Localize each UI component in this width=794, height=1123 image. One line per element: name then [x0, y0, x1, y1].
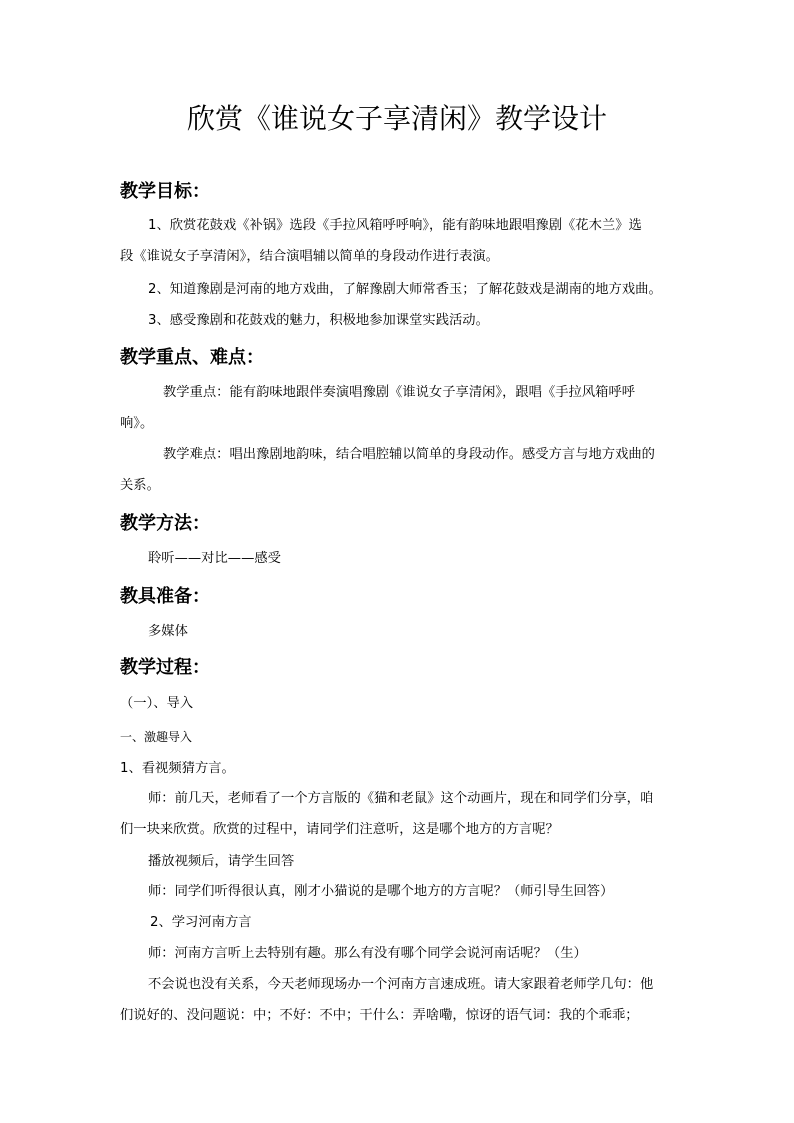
heading-methods: 教学方法： [120, 513, 210, 534]
objectives-line: 3、感受豫剧和花鼓戏的魅力，积极地参加课堂实践活动。 [148, 313, 489, 328]
document-title: 欣赏《谁说女子享清闲》教学设计 [186, 102, 607, 135]
process-line: （一）、导入 [120, 696, 194, 711]
process-line: 们说好的、没问题说：中；不好：不中；干什么：弄啥嘞，惊讶的语气词：我的个乖乖； [120, 1008, 639, 1023]
process-line: 一、激趣导入 [120, 730, 193, 744]
tools-line: 多媒体 [148, 624, 188, 639]
heading-process: 教学过程： [120, 657, 210, 678]
process-line: 师：同学们听得很认真，刚才小猫说的是哪个地方的方言呢？（师引导生回答） [148, 884, 614, 899]
process-line: 们一块来欣赏。欣赏的过程中，请同学们注意听，这是哪个地方的方言呢？ [120, 822, 559, 837]
key-points-line: 关系。 [120, 478, 160, 493]
process-line: 不会说也没有关系，今天老师现场办一个河南方言速成班。请大家跟着老师学几句：他 [148, 977, 654, 992]
process-line: 1、看视频猜方言。 [120, 761, 235, 776]
key-points-line: 响》。 [120, 416, 154, 431]
key-points-line: 教学重点：能有韵味地跟伴奏演唱豫剧《谁说女子享清闲》，跟唱《手拉风箱呼呼 [163, 385, 636, 400]
process-line: 2、学习河南方言 [150, 915, 252, 930]
heading-key-points: 教学重点、难点： [120, 347, 264, 368]
heading-tools: 教具准备： [120, 586, 210, 607]
objectives-line: 1、欣赏花鼓戏《补锅》选段《手拉风箱呼呼响》，能有韵味地跟唱豫剧《花木兰》选 [148, 218, 642, 233]
process-line: 师：前几天，老师看了一个方言版的《猫和老鼠》这个动画片，现在和同学们分享，咱 [148, 791, 654, 806]
heading-objectives: 教学目标： [120, 181, 210, 202]
methods-line: 聆听——对比——感受 [148, 551, 281, 566]
objectives-line: 段《谁说女子享清闲》，结合演唱辅以简单的身段动作进行表演。 [120, 249, 499, 264]
process-line: 师：河南方言听上去特别有趣。那么有没有哪个同学会说河南话呢？（生） [148, 946, 587, 961]
process-line: 播放视频后，请学生回答 [148, 854, 295, 869]
objectives-line: 2、知道豫剧是河南的地方戏曲，了解豫剧大师常香玉；了解花鼓戏是湖南的地方戏曲。 [148, 282, 662, 297]
key-points-line: 教学难点：唱出豫剧地韵味，结合唱腔辅以简单的身段动作。感受方言与地方戏曲的 [163, 447, 655, 462]
